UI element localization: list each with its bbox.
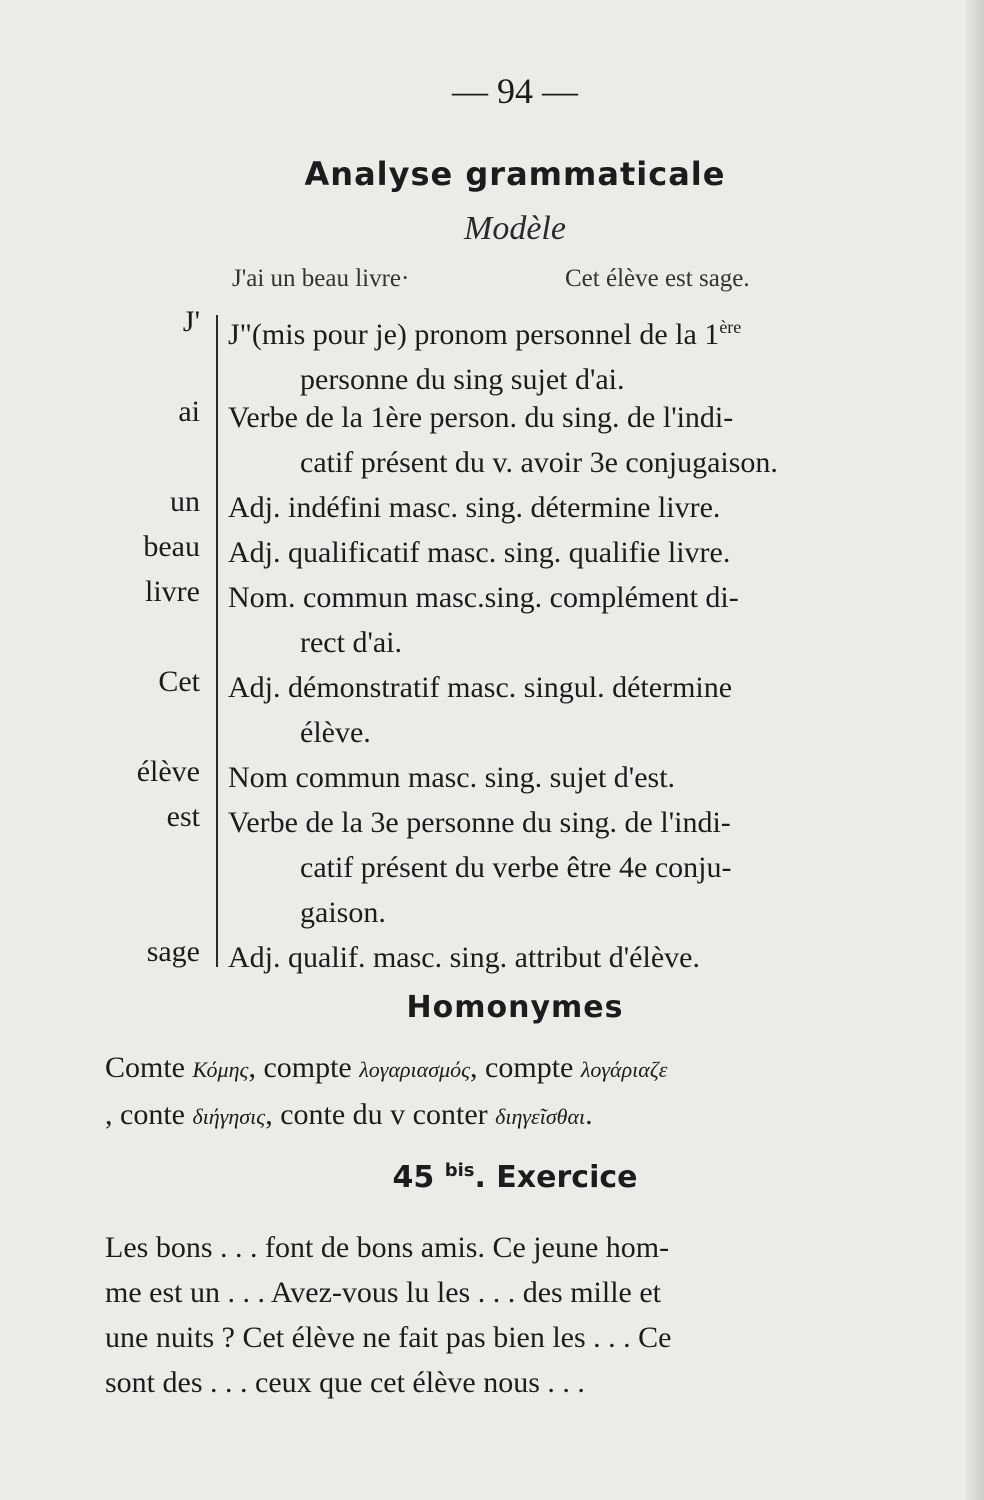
word-analysis	[228, 395, 928, 485]
analysis-line: Adj. indéfini masc. sing. détermine livre.	[228, 491, 721, 524]
page-number: — 94 —	[452, 71, 578, 111]
analysis-line: Nom commun masc. sing. sujet d'est.	[228, 761, 676, 794]
greek-word: λογαριασμός	[359, 1057, 471, 1082]
analysis-line: Nom. commun masc.sing. complément di-	[228, 581, 739, 614]
exercise-suffix: bis	[444, 1160, 475, 1181]
analysis-line: J"(mis pour je) pronom personnel de la 1	[228, 318, 720, 351]
analysis-line: catif présent du verbe être 4e conju-	[300, 851, 732, 884]
homonymes-paragraph	[105, 1045, 925, 1139]
exercise-heading	[0, 1160, 984, 1195]
exercise-number: 45	[392, 1160, 435, 1195]
exercise-line: Les bons . . . font de bons amis. Ce jeune hom-	[105, 1231, 670, 1264]
analysis-line: gaison.	[300, 896, 386, 929]
exercise-title: . Exercice	[474, 1160, 638, 1195]
exercise-line: me est un . . . Avez-vous lu les . . . des mille et	[105, 1276, 662, 1309]
analyzed-word: livre	[145, 575, 200, 608]
word-analysis	[228, 800, 928, 935]
analyzed-word: J'	[182, 305, 200, 338]
section-title: Analyse grammaticale	[304, 155, 726, 193]
analysis-line: Adj. qualif. masc. sing. attribut d'élève.	[228, 941, 700, 974]
word-analysis	[228, 755, 928, 800]
text-run: Comte	[105, 1051, 193, 1084]
word-analysis	[228, 485, 928, 530]
analysis-line: Adj. qualificatif masc. sing. qualifie livre.	[228, 536, 731, 569]
analysis-line: personne du sing sujet d'ai.	[300, 363, 625, 396]
word-analysis	[228, 575, 928, 665]
text-run: , conte	[105, 1098, 193, 1131]
greek-word: διήγησις	[192, 1104, 266, 1129]
analyzed-word: élève	[136, 755, 200, 788]
analyzed-word: sage	[146, 935, 200, 968]
greek-word: διηγεῖσθαι	[495, 1104, 586, 1129]
section-subtitle: Modèle	[464, 210, 566, 247]
analysis-line: Verbe de la 3e personne du sing. de l'indi-	[228, 806, 731, 839]
example-sentence-1: J'ai un beau livre·	[232, 265, 410, 292]
exercise-line: sont des . . . ceux que cet élève nous . . .	[105, 1366, 585, 1399]
exercise-line: une nuits ? Cet élève ne fait pas bien les . . . Ce	[105, 1321, 672, 1354]
analyzed-word: un	[170, 485, 200, 518]
greek-word: λογάριαζε	[580, 1057, 668, 1082]
analyzed-word: est	[166, 800, 200, 833]
word-analysis	[228, 665, 928, 755]
word-analysis	[228, 530, 928, 575]
superscript: ère	[719, 317, 742, 337]
text-run: , compte	[470, 1051, 581, 1084]
exercise-paragraph	[105, 1225, 925, 1405]
word-analysis	[228, 305, 928, 402]
homonymes-heading: Homonymes	[406, 990, 624, 1025]
analysis-line: Verbe de la 1ère person. du sing. de l'indi-	[228, 401, 734, 434]
analyzed-word: beau	[143, 530, 200, 563]
column-divider	[216, 315, 218, 967]
word-analysis	[228, 935, 928, 980]
analysis-line: Adj. démonstratif masc. singul. détermine	[228, 671, 733, 704]
analysis-line: élève.	[300, 716, 371, 749]
analyzed-word: ai	[178, 395, 200, 428]
text-run: , conte du v conter	[265, 1098, 496, 1131]
greek-word: Κόμης	[192, 1057, 249, 1082]
example-sentence-2: Cet élève est sage.	[565, 265, 750, 292]
analysis-line: catif présent du v. avoir 3e conjugaison.	[300, 446, 778, 479]
analyzed-word: Cet	[158, 665, 200, 698]
text-run: .	[585, 1098, 593, 1131]
analysis-line: rect d'ai.	[300, 626, 403, 659]
text-run: , compte	[248, 1051, 360, 1084]
